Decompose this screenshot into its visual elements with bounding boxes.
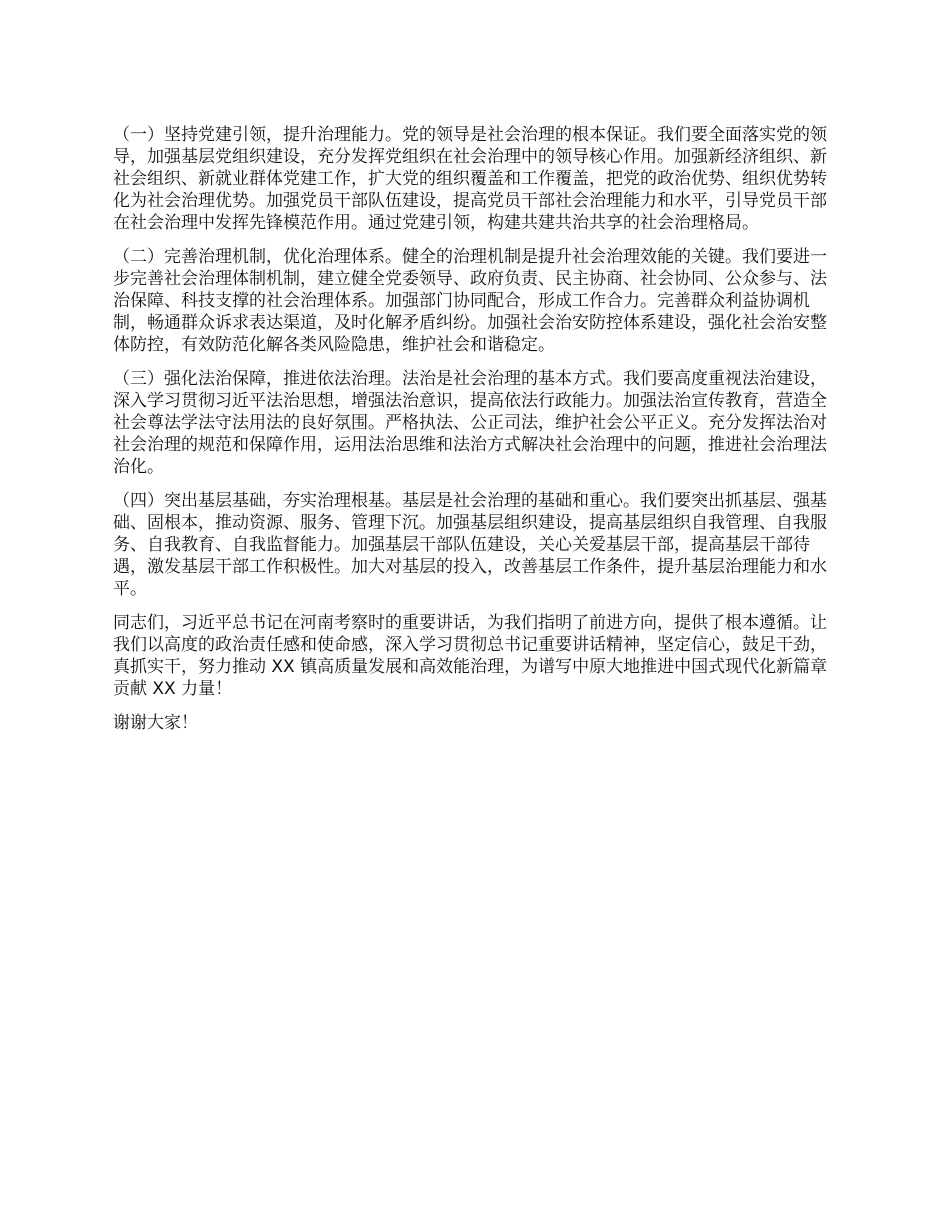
- paragraph-conclusion: 同志们，习近平总书记在河南考察时的重要讲话，为我们指明了前进方向，提供了根本遵循。让我们以高度的政治责任感和使命感，深入学习贯彻总书记重要讲话精神，坚定信心，鼓足干劲，真抓实干，努力推动 XX 镇高质量发展和高效能治理，为谱写中原大地推进中国式现代化新篇章贡献 XX 力量！: [113, 613, 828, 699]
- paragraph-party-leadership: （一）坚持党建引领，提升治理能力。党的领导是社会治理的根本保证。我们要全面落实党的领导，加强基层党组织建设，充分发挥党组织在社会治理中的领导核心作用。加强新经济组织、新社会组织、新就业群体党建工作，扩大党的组织覆盖和工作覆盖，把党的政治优势、组织优势转化为社会治理优势。加强党员干部队伍建设，提高党员干部社会治理能力和水平，引导党员干部在社会治理中发挥先锋模范作用。通过党建引领，构建共建共治共享的社会治理格局。: [113, 125, 827, 233]
- paragraph-grassroots-foundation: （四）突出基层基础，夯实治理根基。基层是社会治理的基础和重心。我们要突出抓基层、强基础、固根本，推动资源、服务、管理下沉。加强基层组织建设，提高基层组织自我管理、自我服务、自我教育、自我监督能力。加强基层干部队伍建设，关心关爱基层干部，提高基层干部待遇，激发基层干部工作积极性。加大对基层的投入，改善基层工作条件，提升基层治理能力和水平。: [113, 491, 827, 599]
- paragraph-rule-of-law: （三）强化法治保障，推进依法治理。法治是社会治理的基本方式。我们要高度重视法治建设，深入学习贯彻习近平法治思想，增强法治意识，提高依法行政能力。加强法治宣传教育，营造全社会尊法学法守法用法的良好氛围。严格执法、公正司法，维护社会公平正义。充分发挥法治对社会治理的规范和保障作用，运用法治思维和法治方式解决社会治理中的问题，推进社会治理法治化。: [113, 369, 827, 477]
- document-page: [113, 124, 841, 734]
- closing-thanks: 谢谢大家！: [113, 713, 198, 733]
- paragraph-governance-mechanism: （二）完善治理机制，优化治理体系。健全的治理机制是提升社会治理效能的关键。我们要进一步完善社会治理体制机制，建立健全党委领导、政府负责、民主协商、社会协同、公众参与、法治保障、科技支撑的社会治理体系。加强部门协同配合，形成工作合力。完善群众利益协调机制，畅通群众诉求表达渠道，及时化解矛盾纠纷。加强社会治安防控体系建设，强化社会治安整体防控，有效防范化解各类风险隐患，维护社会和谐稳定。: [113, 247, 827, 355]
